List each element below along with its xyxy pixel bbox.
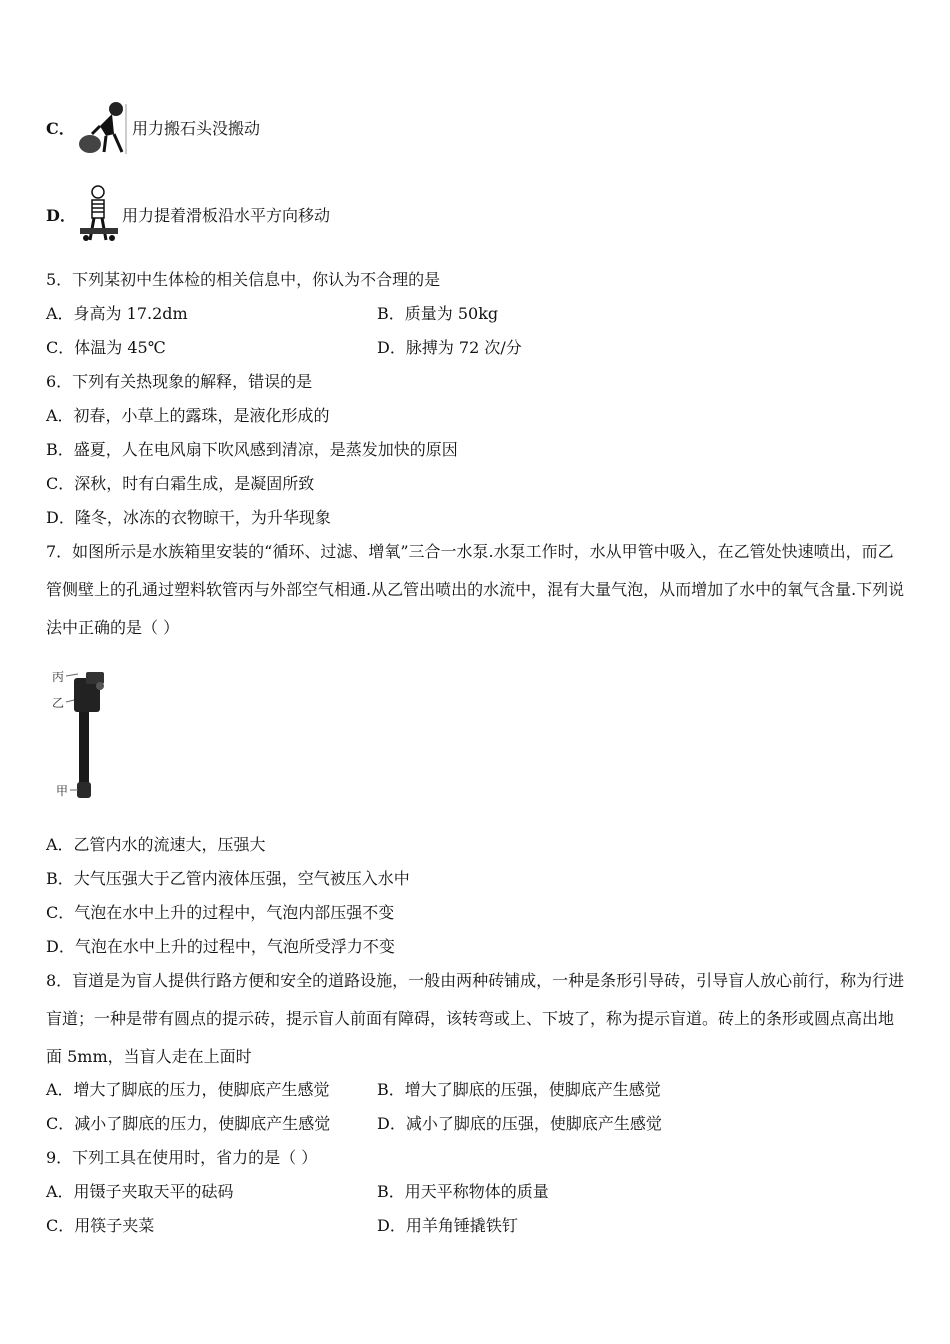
q7-option-a: A．乙管内水的流速大，压强大 [46,835,266,854]
q5-option-a: A．身高为 17.2dm [46,304,188,323]
option-text: 用力提着滑板沿水平方向移动 [122,205,331,225]
q7-figure [48,664,118,804]
q7-option-d: D．气泡在水中上升的过程中，气泡所受浮力不变 [46,937,395,956]
q6-option-b: B．盛夏，人在电风扇下吹风感到清凉，是蒸发加快的原因 [46,440,458,459]
q8-option-c: C．减小了脚底的压力，使脚底产生感觉 [46,1114,331,1133]
q5-option-c: C．体温为 45℃ [46,338,166,357]
option-label: D． [46,205,76,225]
label-yi: 乙 [52,696,65,710]
q7-option-b: B．大气压强大于乙管内液体压强，空气被压入水中 [46,869,410,888]
label-jia: 甲 [56,784,69,798]
q6-option-d: D．隆冬，冰冻的衣物晾干，为升华现象 [46,508,331,527]
q9-option-b: B．用天平称物体的质量 [377,1182,549,1201]
q7-option-c: C．气泡在水中上升的过程中，气泡内部压强不变 [46,903,395,922]
q9-option-a: A．用镊子夹取天平的砝码 [46,1182,234,1201]
q6-stem: 6．下列有关热现象的解释，错误的是 [46,372,313,391]
q8-stem: 8．盲道是为盲人提供行路方便和安全的道路设施，一般由两种砖铺成，一种是条形引导砖，引导盲人放心前行，称为行进盲道；一种是带有圆点的提示砖，提示盲人前面有障碍，该转弯或上、下坡了，称为提示盲道。砖上的条形或圆点高出地面 5mm，当盲人走在上面时 [46,971,905,1066]
water-pump-icon [48,664,118,804]
q4-option-c [46,100,260,154]
option-text: 用力搬石头没搬动 [132,118,261,138]
q9-option-d: D．用羊角锤撬铁钉 [377,1216,518,1235]
person-pushing-stone-icon [76,100,132,154]
q5-option-b: B．质量为 50kg [377,304,499,323]
label-bing: 丙 [52,670,65,684]
q7-stem: 7．如图所示是水族箱里安装的“循环、过滤、增氧”三合一水泵.水泵工作时，水从甲管中吸入，在乙管处快速喷出，而乙管侧壁上的孔通过塑料软管丙与外部空气相通.从乙管出喷出的水流中，混有大量气泡，从而增加了水中的氧气含量.下列说法中正确的是（ ） [46,542,905,637]
person-carrying-skateboard-icon [76,184,122,244]
q4-option-d [46,184,330,244]
option-label: C． [46,118,75,138]
q8-option-d: D．减小了脚底的压强，使脚底产生感觉 [377,1114,662,1133]
q6-option-c: C．深秋，时有白霜生成，是凝固所致 [46,474,315,493]
q8-option-a: A．增大了脚底的压力，使脚底产生感觉 [46,1080,330,1099]
q9-stem: 9．下列工具在使用时，省力的是（ ） [46,1148,318,1167]
q9-option-c: C．用筷子夹菜 [46,1216,155,1235]
q6-option-a: A．初春，小草上的露珠，是液化形成的 [46,406,330,425]
q5-option-d: D．脉搏为 72 次/分 [377,338,522,357]
q5-stem: 5．下列某初中生体检的相关信息中，你认为不合理的是 [46,270,441,289]
q8-option-b: B．增大了脚底的压强，使脚底产生感觉 [377,1080,661,1099]
